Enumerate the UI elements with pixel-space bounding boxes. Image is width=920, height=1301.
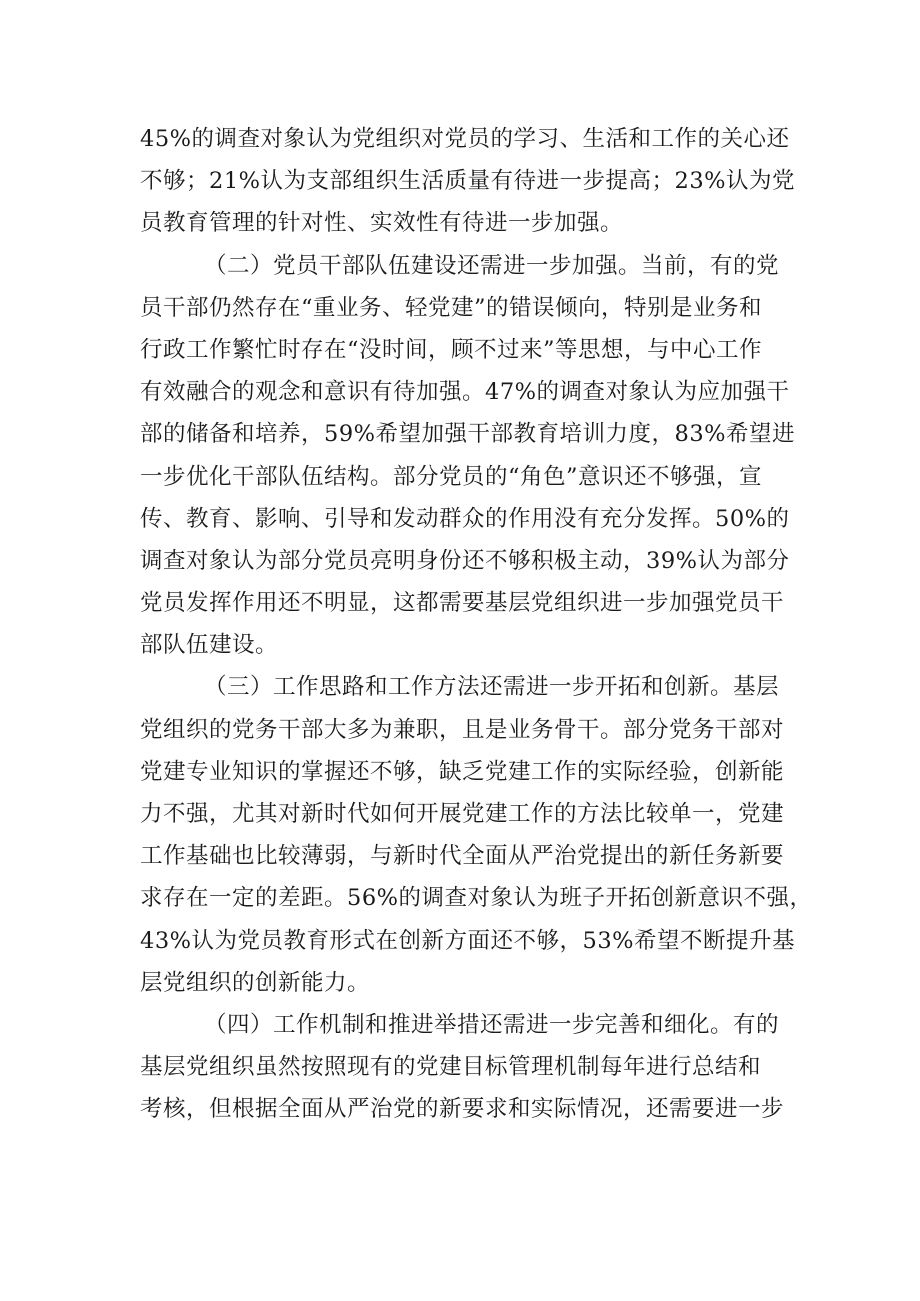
document-body: [140, 118, 813, 1131]
text-line: 不够；21%认为支部组织生活质量有待进一步提高；23%认为党: [140, 168, 796, 195]
text-line: 43%认为党员教育形式在创新方面还不够，53%希望不断提升基: [140, 927, 796, 954]
text-line: 员干部仍然存在“重业务、轻党建”的错误倾向，特别是业务和: [140, 294, 763, 321]
text-line: 党组织的党务干部大多为兼职，且是业务骨干。部分党务干部对: [140, 716, 785, 743]
text-line: 力不强，尤其对新时代如何开展党建工作的方法比较单一，党建: [140, 801, 785, 827]
text-line: 一步优化干部队伍结构。部分党员的“角色”意识还不够强，宣: [140, 463, 763, 490]
text-line: 党员发挥作用还不明显，这都需要基层党组织进一步加强党员干: [140, 590, 785, 617]
text-line: 部的储备和培养，59%希望加强干部教育培训力度，83%希望进: [140, 421, 796, 448]
section-heading-line: （四）工作机制和推进举措还需进一步完善和细化。有的: [204, 1011, 780, 1038]
text-line: 部队伍建设。: [140, 632, 279, 659]
text-line: 员教育管理的针对性、实效性有待进一步加强。: [140, 210, 624, 237]
text-line: 基层党组织虽然按照现有的党建目标管理机制每年进行总结和: [140, 1054, 762, 1081]
text-line: 层党组织的创新能力。: [140, 969, 371, 996]
text-line: 考核，但根据全面从严治党的新要求和实际情况，还需要进一步: [140, 1096, 785, 1123]
text-line: 45%的调查对象认为党组织对党员的学习、生活和工作的关心还: [140, 126, 790, 152]
section-heading-line: （三）工作思路和工作方法还需进一步开拓和创新。基层: [204, 674, 780, 701]
text-line: 有效融合的观念和意识有待加强。47%的调查对象认为应加强干: [140, 379, 790, 406]
section-heading-line: （二）党员干部队伍建设还需进一步加强。当前，有的党: [204, 252, 780, 279]
text-line: 调查对象认为部分党员亮明身份还不够积极主动，39%认为部分: [140, 547, 790, 574]
text-line: 行政工作繁忙时存在“没时间，顾不过来”等思想，与中心工作: [140, 336, 763, 363]
text-line: 传、教育、影响、引导和发动群众的作用没有充分发挥。50%的: [140, 505, 790, 532]
text-line: 求存在一定的差距。56%的调查对象认为班子开拓创新意识不强，: [140, 885, 813, 912]
text-line: 工作基础也比较薄弱，与新时代全面从严治党提出的新任务新要: [140, 843, 785, 870]
text-line: 党建专业知识的掌握还不够，缺乏党建工作的实际经验，创新能: [140, 758, 785, 785]
